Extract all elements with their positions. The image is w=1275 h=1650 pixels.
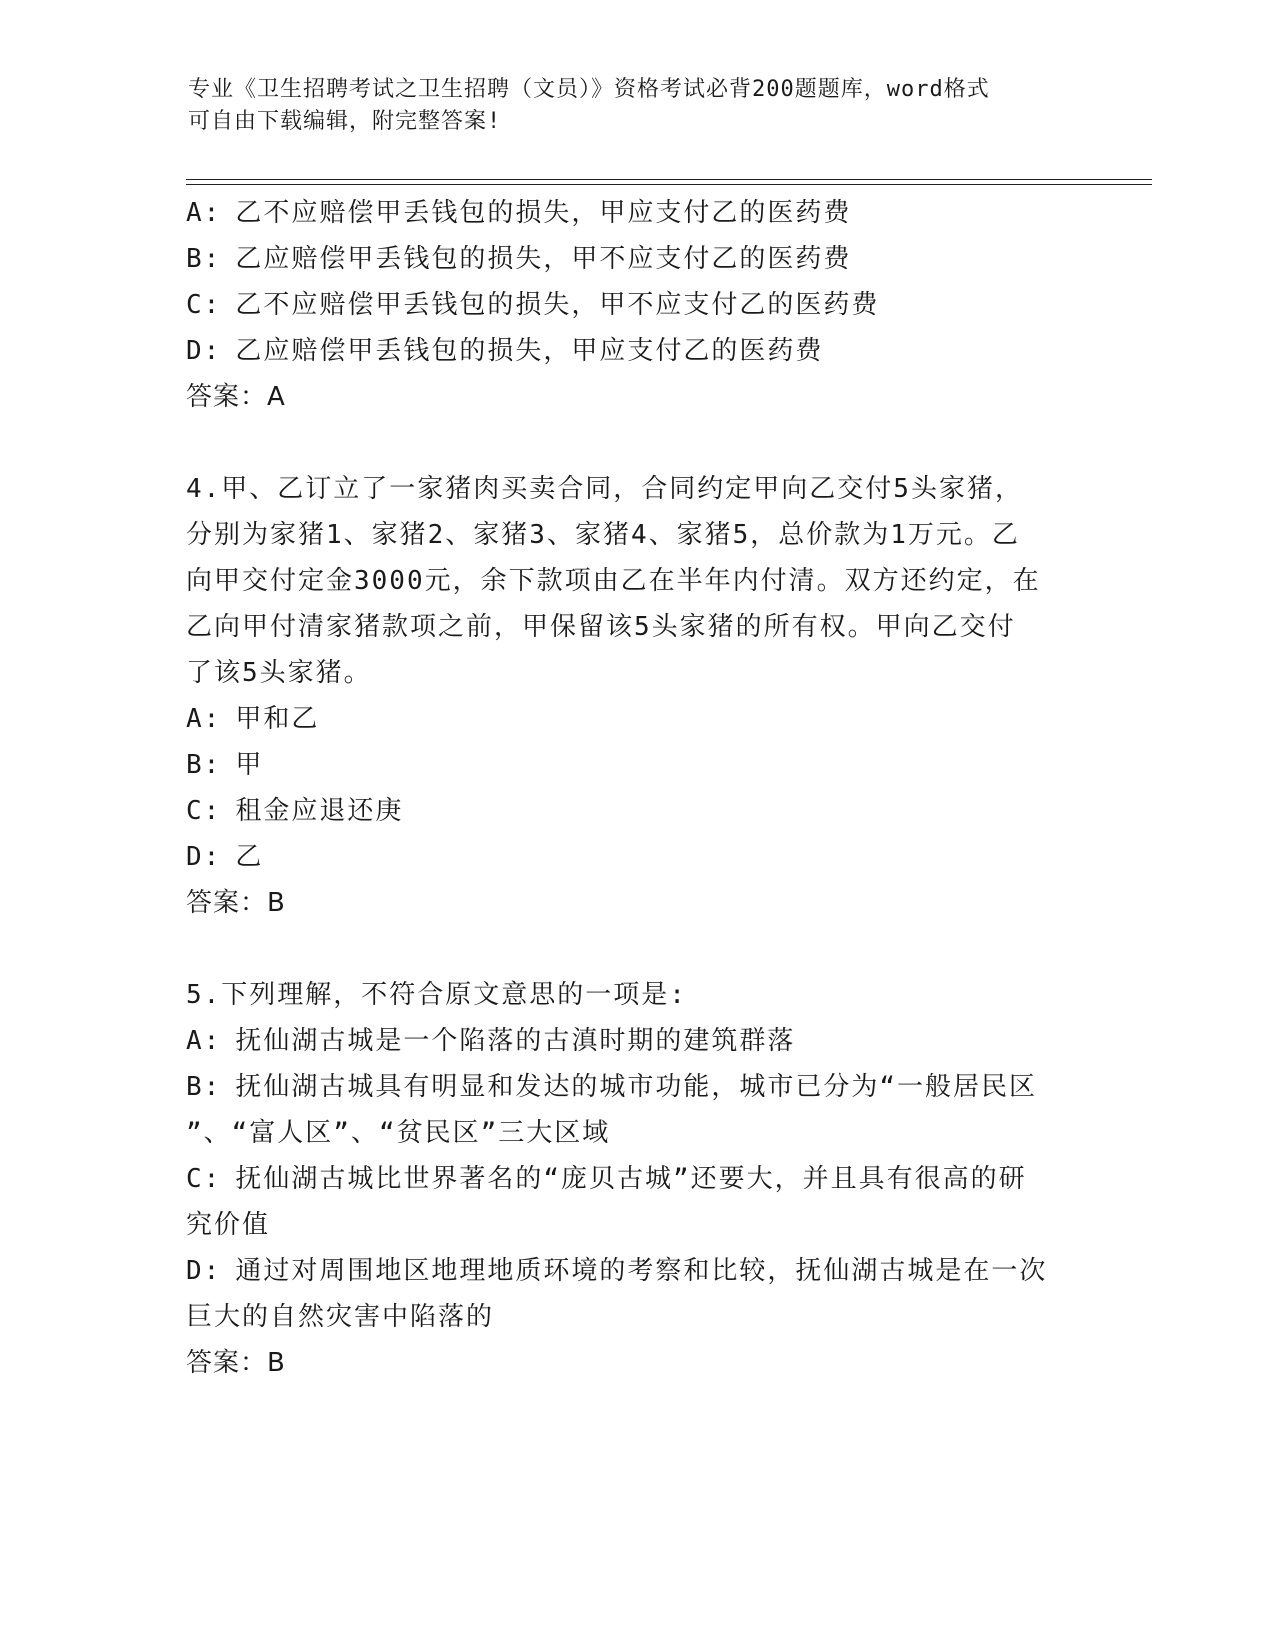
option-c: C: 抚仙湖古城比世界著名的“庞贝古城”还要大，并且具有很高的研 [186, 1164, 1027, 1194]
header-line-1: 专业《卫生招聘考试之卫生招聘（文员）》资格考试必背200题题库，word格式 [188, 77, 990, 102]
answer-q5: 答案：B [186, 1348, 286, 1378]
question-5-stem: 5.下列理解，不符合原文意思的一项是: [186, 980, 687, 1010]
question-4-stem-line: 4.甲、乙订立了一家猪肉买卖合同，合同约定甲向乙交付5头家猪， [186, 474, 1023, 504]
question-4-stem-line: 向甲交付定金3000元，余下款项由乙在半年内付清。双方还约定，在 [186, 566, 1041, 596]
document-header [188, 74, 1088, 138]
question-content [186, 190, 1086, 1386]
option-d: D: 乙应赔偿甲丢钱包的损失，甲应支付乙的医药费 [186, 336, 824, 366]
option-a: A: 抚仙湖古城是一个陷落的古滇时期的建筑群落 [186, 1026, 796, 1056]
question-4-stem-line: 乙向甲付清家猪款项之前，甲保留该5头家猪的所有权。甲向乙交付 [186, 612, 1016, 642]
option-b: B: 抚仙湖古城具有明显和发达的城市功能，城市已分为“一般居民区 [186, 1072, 1037, 1102]
option-b: B: 甲 [186, 750, 264, 780]
option-d-continued: 巨大的自然灾害中陷落的 [186, 1302, 495, 1332]
option-d: D: 通过对周围地区地理地质环境的考察和比较，抚仙湖古城是在一次 [186, 1256, 1048, 1286]
option-b-continued: ”、“富人区”、“贫民区”三大区域 [186, 1118, 611, 1148]
option-a: A: 乙不应赔偿甲丢钱包的损失，甲应支付乙的医药费 [186, 198, 852, 228]
answer-q4: 答案：B [186, 888, 286, 918]
header-line-2: 可自由下载编辑，附完整答案! [188, 109, 502, 134]
header-divider-bottom [186, 184, 1152, 185]
option-c-continued: 究价值 [186, 1210, 271, 1240]
question-5 [186, 972, 1086, 1386]
answer-q3: 答案：A [186, 382, 286, 412]
question-4-stem-line: 分别为家猪1、家猪2、家猪3、家猪4、家猪5，总价款为1万元。乙 [186, 520, 1020, 550]
option-b: B: 乙应赔偿甲丢钱包的损失，甲不应支付乙的医药费 [186, 244, 852, 274]
option-c: C: 乙不应赔偿甲丢钱包的损失，甲不应支付乙的医药费 [186, 290, 880, 320]
option-d: D: 乙 [186, 842, 264, 872]
option-c: C: 租金应退还庚 [186, 796, 404, 826]
question-4 [186, 466, 1086, 926]
question-4-stem-line: 了该5头家猪。 [186, 658, 372, 688]
header-divider-top [186, 179, 1152, 180]
question-3 [186, 190, 1086, 420]
option-a: A: 甲和乙 [186, 704, 320, 734]
